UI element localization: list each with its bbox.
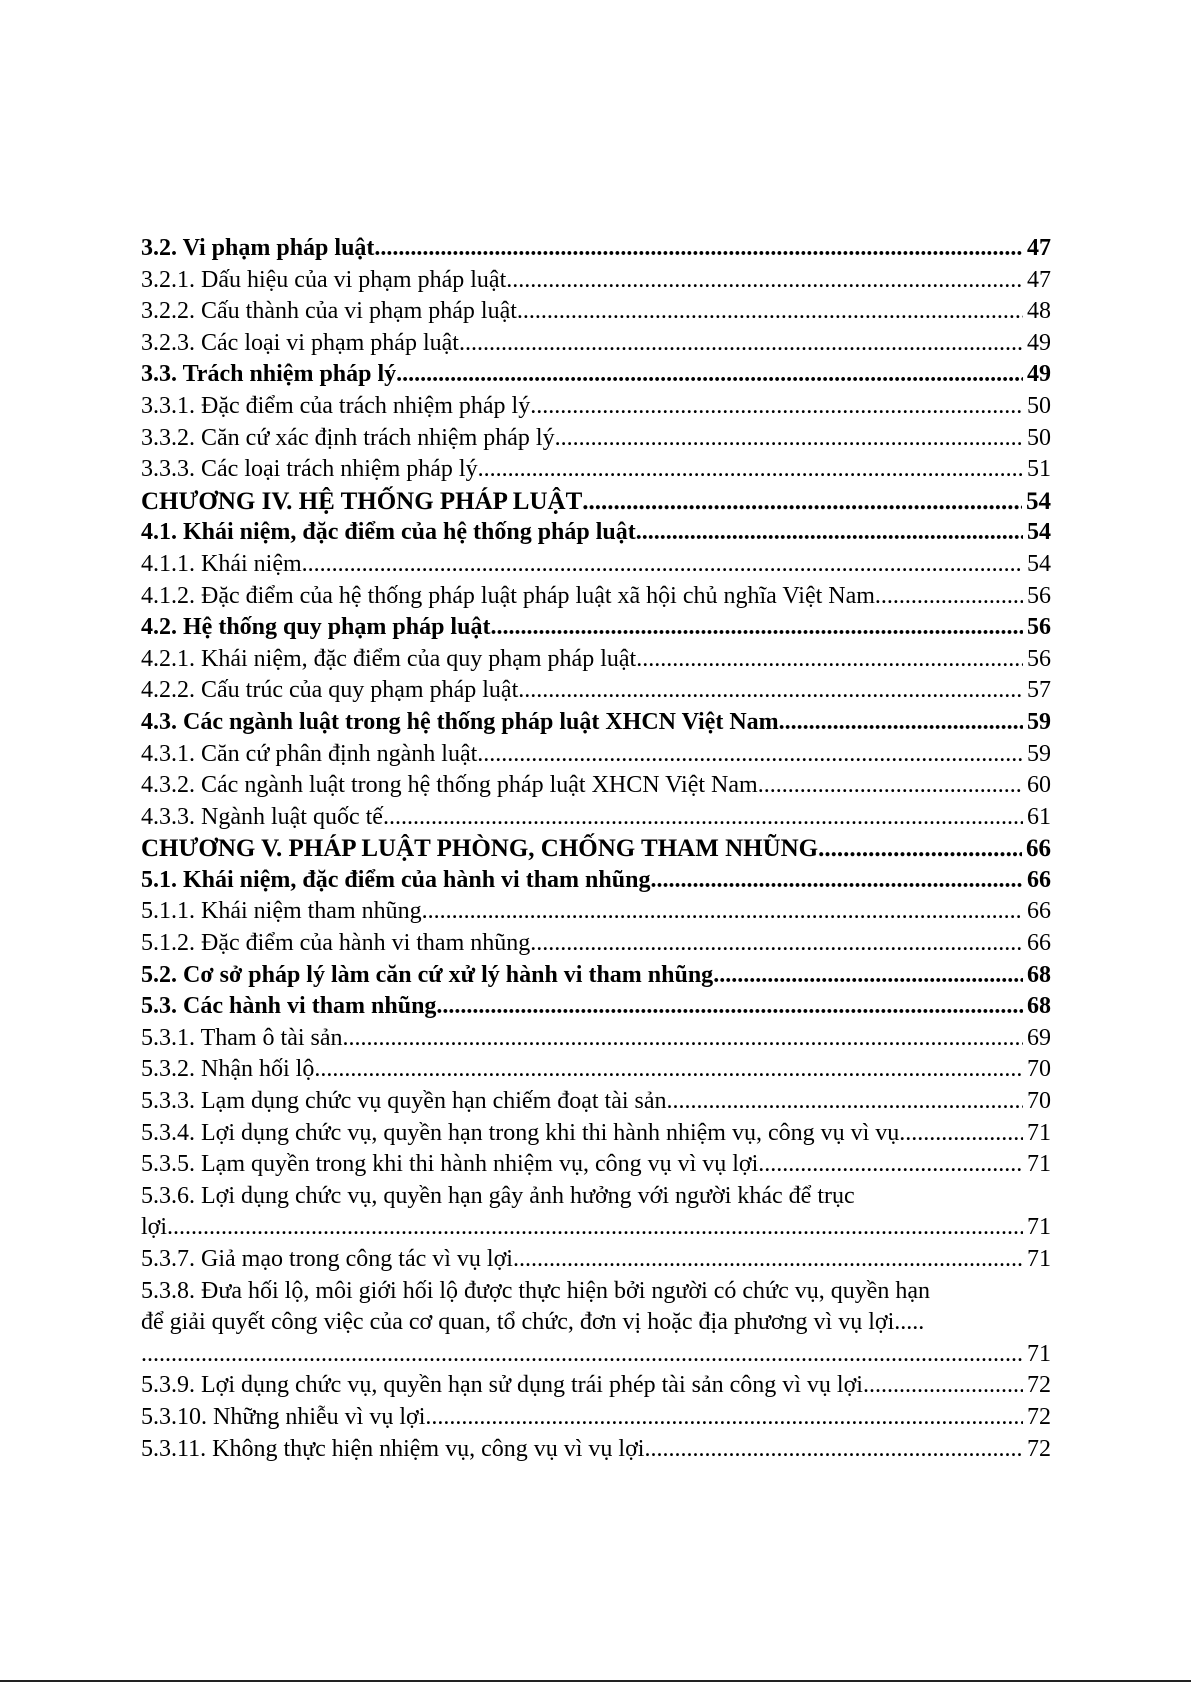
- toc-entry[interactable]: [141, 423, 1051, 455]
- toc-entry[interactable]: [141, 644, 1051, 676]
- toc-entry[interactable]: [141, 833, 1051, 865]
- toc-entry-label: 3.2.3. Các loại vi phạm pháp luật: [141, 329, 459, 356]
- toc-entry-page: 70: [1027, 1056, 1051, 1083]
- toc-entry-page: 57: [1027, 677, 1051, 704]
- dot-leader: [518, 675, 1023, 707]
- toc-entry-page: 66: [1027, 930, 1051, 957]
- toc-entry-label: 4.1. Khái niệm, đặc điểm của hệ thống pháp luật: [141, 519, 636, 546]
- dot-leader: [713, 960, 1023, 992]
- toc-entry[interactable]: [141, 928, 1051, 960]
- toc-entry-label: 4.3.3. Ngành luật quốc tế: [141, 803, 383, 830]
- toc-entry-page: 47: [1027, 266, 1051, 293]
- dot-leader: [141, 1339, 1023, 1371]
- toc-entry-page: 56: [1027, 645, 1051, 672]
- toc-entry[interactable]: [141, 1370, 1051, 1402]
- toc-entry[interactable]: [141, 1086, 1051, 1118]
- dot-leader: [436, 991, 1023, 1023]
- toc-entry-label: 5.3. Các hành vi tham nhũng: [141, 993, 437, 1020]
- toc-entry[interactable]: [141, 549, 1051, 581]
- dot-leader: [374, 233, 1023, 265]
- dot-leader: [314, 1054, 1023, 1086]
- toc-entry-page: 71: [1027, 1119, 1051, 1146]
- toc-entry-page: 60: [1027, 772, 1051, 799]
- toc-section-main: [141, 233, 1051, 1181]
- toc-entry-label: 4.1.1. Khái niệm: [141, 550, 302, 577]
- toc-entry-page: 49: [1027, 329, 1051, 356]
- toc-entry-label: 4.1.2. Đặc điểm của hệ thống pháp luật pháp luật xã hội chủ nghĩa Việt Nam: [141, 582, 875, 609]
- toc-entry[interactable]: [141, 739, 1051, 771]
- toc-entry[interactable]: [141, 1149, 1051, 1181]
- toc-entry-page: 69: [1027, 1024, 1051, 1051]
- dot-leader: [383, 802, 1023, 834]
- toc-entry-page: 72: [1027, 1372, 1051, 1399]
- toc-entry[interactable]: [141, 991, 1051, 1023]
- dot-leader: [459, 328, 1023, 360]
- toc-entry-page: 72: [1027, 1403, 1051, 1430]
- toc-entry[interactable]: [141, 296, 1051, 328]
- toc-entry[interactable]: [141, 1118, 1051, 1150]
- dot-leader: [425, 1402, 1023, 1434]
- toc-entry[interactable]: [141, 454, 1051, 486]
- toc-entry[interactable]: [141, 896, 1051, 928]
- toc-entry[interactable]: [141, 233, 1051, 265]
- toc-entry-page: 66: [1027, 866, 1051, 893]
- toc-entry-page: 54: [1027, 550, 1051, 577]
- toc-entry[interactable]: [141, 265, 1051, 297]
- toc-entry-page: 59: [1027, 740, 1051, 767]
- toc-entry-label: lợi: [141, 1214, 168, 1241]
- toc-entry[interactable]: [141, 675, 1051, 707]
- dot-leader: [167, 1212, 1023, 1244]
- toc-entry[interactable]: [141, 1054, 1051, 1086]
- page-bottom-rule: [0, 1680, 1191, 1682]
- dot-leader: [636, 644, 1023, 676]
- toc-entry-label: 5.3.3. Lạm dụng chức vụ quyền hạn chiếm đoạt tài sản: [141, 1088, 667, 1115]
- dot-leader: [422, 896, 1023, 928]
- toc-entry-page: 72: [1027, 1435, 1051, 1462]
- dot-leader: [582, 486, 1022, 518]
- toc-entry-label: 3.2. Vi phạm pháp luật: [141, 235, 375, 261]
- toc-entry-page: 54: [1026, 487, 1051, 515]
- toc-entry[interactable]: [141, 612, 1051, 644]
- dot-leader: [506, 265, 1023, 297]
- table-of-contents: [141, 233, 1051, 1465]
- toc-entry-page: 66: [1026, 835, 1051, 863]
- toc-entry-label: CHƯƠNG V. PHÁP LUẬT PHÒNG, CHỐNG THAM NHŨNG: [141, 835, 819, 863]
- toc-entry-page: 50: [1027, 392, 1051, 419]
- toc-entry-label: 5.1.2. Đặc điểm của hành vi tham nhũng: [141, 930, 531, 957]
- toc-entry-page: 66: [1027, 898, 1051, 925]
- dot-leader: [644, 1434, 1023, 1466]
- toc-entry[interactable]: [141, 581, 1051, 613]
- toc-entry-label: 5.3.10. Những nhiễu vì vụ lợi: [141, 1403, 426, 1430]
- toc-entry-label: 5.3.11. Không thực hiện nhiệm vụ, công vụ vì vụ lợi: [141, 1435, 645, 1462]
- toc-entry-label: 3.2.1. Dấu hiệu của vi phạm pháp luật: [141, 266, 507, 293]
- dot-leader: [758, 1149, 1023, 1181]
- toc-entry[interactable]: [141, 391, 1051, 423]
- toc-entry[interactable]: [141, 359, 1051, 391]
- dot-leader: [513, 1244, 1023, 1276]
- dot-leader: [530, 391, 1023, 423]
- toc-entry-page: 47: [1027, 235, 1051, 261]
- dot-leader: [779, 707, 1023, 739]
- toc-entry-label: 4.3. Các ngành luật trong hệ thống pháp luật XHCN Việt Nam: [141, 708, 779, 735]
- toc-entry-page: 61: [1027, 803, 1051, 830]
- toc-entry-label: 5.3.5. Lạm quyền trong khi thi hành nhiệm vụ, công vụ vì vụ lợi: [141, 1151, 759, 1178]
- toc-entry-label: 5.2. Cơ sở pháp lý làm căn cứ xử lý hành vi tham nhũng: [141, 961, 714, 988]
- toc-entry-label: 4.2.2. Cấu trúc của quy phạm pháp luật: [141, 677, 519, 704]
- toc-entry-text-line: 5.3.8. Đưa hối lộ, môi giới hối lộ được thực hiện bởi người có chức vụ, quyền hạn: [141, 1277, 931, 1304]
- toc-entry-label: 3.3. Trách nhiệm pháp lý: [141, 361, 397, 388]
- dot-leader: [478, 454, 1023, 486]
- dot-leader: [863, 1370, 1023, 1402]
- toc-entry-label: 5.3.7. Giả mạo trong công tác vì vụ lợi: [141, 1246, 513, 1272]
- toc-entry-label: 3.2.2. Cấu thành của vi phạm pháp luật: [141, 298, 517, 325]
- toc-entry-page: 50: [1027, 424, 1051, 451]
- toc-entry-page: 68: [1027, 961, 1051, 988]
- toc-entry-page: 59: [1027, 708, 1051, 735]
- toc-entry-label: 4.3.1. Căn cứ phân định ngành luật: [141, 740, 478, 767]
- dot-leader: [517, 296, 1023, 328]
- toc-entry-label: 5.1. Khái niệm, đặc điểm của hành vi tham nhũng: [141, 866, 651, 893]
- toc-entry-label: 5.3.2. Nhận hối lộ: [141, 1056, 315, 1083]
- toc-entry-page: 71: [1027, 1151, 1051, 1178]
- dot-leader: [302, 549, 1023, 581]
- toc-entry-text-line: 5.3.6. Lợi dụng chức vụ, quyền hạn gây ảnh hưởng với người khác để trục: [141, 1182, 855, 1209]
- dot-leader: [818, 833, 1022, 865]
- dot-leader: [555, 423, 1023, 455]
- toc-entry-page: 48: [1027, 298, 1051, 325]
- toc-entry-page: 71: [1027, 1340, 1051, 1367]
- toc-entry-row: [141, 1212, 1051, 1244]
- toc-entry-page: 51: [1027, 456, 1051, 483]
- toc-entry-page: 71: [1027, 1246, 1051, 1272]
- toc-entry[interactable]: [141, 770, 1051, 802]
- toc-entry[interactable]: [141, 707, 1051, 739]
- dot-leader: [477, 739, 1023, 771]
- dot-leader: [667, 1086, 1023, 1118]
- toc-entry-page: 56: [1027, 614, 1051, 641]
- toc-entry-label: 3.3.2. Căn cứ xác định trách nhiệm pháp lý: [141, 424, 555, 451]
- toc-entry-page: 54: [1027, 519, 1051, 546]
- toc-entry-5-3-8[interactable]: [141, 1276, 1051, 1371]
- toc-entry[interactable]: [141, 865, 1051, 897]
- toc-entry-page: 56: [1027, 582, 1051, 609]
- toc-entry[interactable]: [141, 328, 1051, 360]
- dot-leader: [875, 581, 1023, 613]
- toc-entry-row: [141, 1339, 1051, 1371]
- toc-entry-label: 5.3.9. Lợi dụng chức vụ, quyền hạn sử dụng trái phép tài sản công vì vụ lợi: [141, 1372, 863, 1399]
- dot-leader: [530, 928, 1023, 960]
- toc-entry-label: 4.2.1. Khái niệm, đặc điểm của quy phạm pháp luật: [141, 645, 637, 672]
- dot-leader: [343, 1023, 1023, 1055]
- dot-leader: [490, 612, 1023, 644]
- toc-entry-label: CHƯƠNG IV. HỆ THỐNG PHÁP LUẬT: [141, 487, 583, 515]
- toc-entry-page: 71: [1027, 1214, 1051, 1241]
- toc-entry-page: 70: [1027, 1088, 1051, 1115]
- toc-entry-page: 49: [1027, 361, 1051, 388]
- toc-entry-label: 4.3.2. Các ngành luật trong hệ thống pháp luật XHCN Việt Nam: [141, 772, 758, 799]
- dot-leader: [636, 517, 1023, 549]
- toc-entry[interactable]: [141, 1402, 1051, 1434]
- dot-leader: [650, 865, 1023, 897]
- dot-leader: [758, 770, 1023, 802]
- toc-entry-label: 4.2. Hệ thống quy phạm pháp luật: [141, 614, 491, 641]
- toc-entry-label: 5.3.4. Lợi dụng chức vụ, quyền hạn trong khi thi hành nhiệm vụ, công vụ vì vụ: [141, 1119, 900, 1146]
- toc-entry[interactable]: [141, 960, 1051, 992]
- toc-entry-text-line: để giải quyết công việc của cơ quan, tổ chức, đơn vị hoặc địa phương vì vụ lợi.....: [141, 1309, 925, 1336]
- dot-leader: [899, 1118, 1023, 1150]
- toc-entry[interactable]: [141, 1023, 1051, 1055]
- toc-entry-5-3-6[interactable]: [141, 1181, 1051, 1244]
- toc-entry-label: 5.3.1. Tham ô tài sản: [141, 1024, 343, 1051]
- toc-entry-5-3-7[interactable]: [141, 1244, 1051, 1276]
- toc-entry-label: 3.3.3. Các loại trách nhiệm pháp lý: [141, 456, 478, 483]
- toc-entry-page: 68: [1027, 993, 1051, 1020]
- toc-entry[interactable]: [141, 486, 1051, 518]
- toc-entry-label: 3.3.1. Đặc điểm của trách nhiệm pháp lý: [141, 392, 531, 419]
- toc-section-tail: [141, 1370, 1051, 1465]
- toc-entry[interactable]: [141, 517, 1051, 549]
- toc-entry-label: 5.1.1. Khái niệm tham nhũng: [141, 898, 422, 925]
- dot-leader: [396, 359, 1023, 391]
- toc-entry[interactable]: [141, 802, 1051, 834]
- toc-entry[interactable]: [141, 1434, 1051, 1466]
